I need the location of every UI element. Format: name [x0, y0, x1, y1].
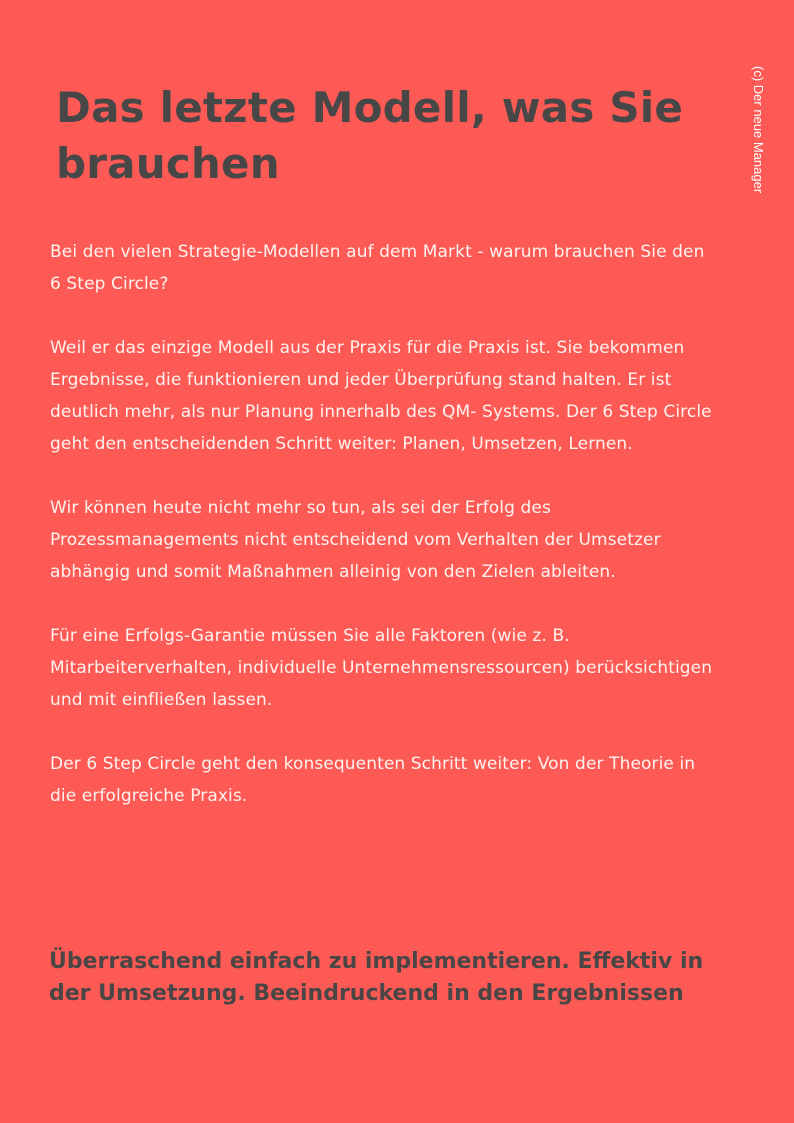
paragraph-intro: Bei den vielen Strategie-Modellen auf dem Markt - warum brauchen Sie den 6 Step Circle?	[50, 242, 705, 294]
copyright-notice: (c) Der neue Manager	[751, 66, 766, 194]
body-copy	[50, 236, 720, 844]
summary-callout: Überraschend einfach zu implementieren. Effektiv in der Umsetzung. Beeindruckend in den Ergebnissen	[49, 949, 704, 1006]
paragraph-theory-practice: Der 6 Step Circle geht den konsequenten Schritt weiter: Von der Theorie in die erfolgreiche Praxis.	[50, 754, 696, 806]
paragraph-practice: Weil er das einzige Modell aus der Praxis für die Praxis ist. Sie bekommen Ergebnisse, die funktionieren und jeder Überprüfung stand halten. Er ist deutlich mehr, als nur Planung innerhalb des QM- Systems. Der 6 Step Circle geht den entscheidenden Schritt weiter: Planen, Umsetzen, Lernen.	[50, 338, 712, 454]
paragraph-guarantee: Für eine Erfolgs-Garantie müssen Sie alle Faktoren (wie z. B. Mitarbeiterverhalten, individuelle Unternehmensressourcen) berücksichtigen und mit einfließen lassen.	[50, 626, 713, 710]
paragraph-behavior: Wir können heute nicht mehr so tun, als sei der Erfolg des Prozessmanagements nicht entscheidend vom Verhalten der Umsetzer abhängig und somit Maßnahmen alleinig von den Zielen ableiten.	[50, 498, 661, 582]
page-title: Das letzte Modell, was Sie brauchen	[56, 83, 684, 188]
